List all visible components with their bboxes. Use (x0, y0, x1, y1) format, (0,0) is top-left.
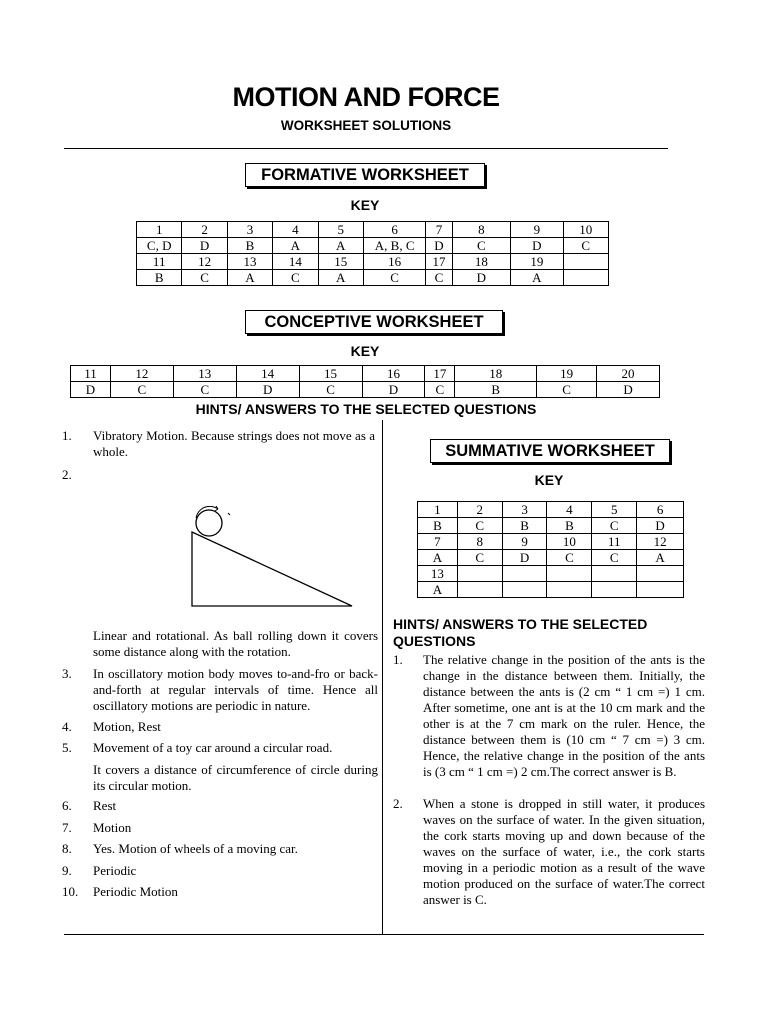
answer-text: When a stone is dropped in still water, it produces waves on the surface of water. In the given situation, the cork starts moving up and down because of the waves on the surface of water, i.e., the cork starts moving in a periodic motion as a result of the wave motion produced on the surface of water.The correct answer is C. (423, 796, 705, 907)
answer-text: Linear and rotational. As ball rolling down it covers some distance along with the rotation. (93, 628, 378, 659)
key-cell (502, 566, 547, 582)
column-divider (382, 420, 383, 934)
header-divider (64, 148, 668, 149)
answer-number: 2. (62, 467, 72, 482)
key-cell: C (110, 382, 173, 398)
key-cell: A (511, 270, 563, 286)
key-cell: 16 (363, 254, 426, 270)
key-cell: 6 (363, 222, 426, 238)
key-cell: 11 (592, 534, 637, 550)
key-row (418, 518, 684, 534)
key-cell: 4 (273, 222, 318, 238)
answer-text: Yes. Motion of wheels of a moving car. (93, 841, 298, 856)
answer-number: 3. (62, 666, 72, 681)
key-cell: 14 (236, 366, 299, 382)
key-cell: 9 (502, 534, 547, 550)
key-cell: 2 (182, 222, 227, 238)
key-row (137, 222, 609, 238)
conceptive-key-label: KEY (350, 343, 380, 359)
key-cell: A (637, 550, 684, 566)
key-cell: 17 (426, 254, 452, 270)
key-cell: 13 (227, 254, 272, 270)
key-cell: C (457, 518, 502, 534)
key-cell: 19 (537, 366, 597, 382)
hints-heading: HINTS/ ANSWERS TO THE SELECTED QUESTIONS (195, 401, 537, 417)
key-row (418, 582, 684, 598)
answer-number: 7. (62, 820, 72, 835)
answer-number: 9. (62, 863, 72, 878)
key-cell: 15 (299, 366, 362, 382)
inclined-plane-diagram (182, 506, 382, 638)
key-cell: D (182, 238, 227, 254)
key-cell: 20 (597, 366, 660, 382)
key-cell: D (637, 518, 684, 534)
key-cell: 11 (71, 366, 111, 382)
key-cell (563, 270, 608, 286)
key-row (418, 550, 684, 566)
key-cell: 3 (502, 502, 547, 518)
answer-text: Motion (93, 820, 132, 835)
key-cell: C (592, 550, 637, 566)
key-cell: C (563, 238, 608, 254)
conceptive-heading: CONCEPTIVE WORKSHEET (245, 310, 503, 334)
answer-text: Motion, Rest (93, 719, 161, 734)
summative-heading: SUMMATIVE WORKSHEET (430, 439, 670, 463)
key-cell: 15 (318, 254, 363, 270)
key-cell: 16 (362, 366, 425, 382)
right-answers (393, 652, 705, 912)
key-row (71, 382, 660, 398)
key-cell: 7 (418, 534, 458, 550)
answer-number: 2. (393, 796, 403, 811)
key-cell: B (418, 518, 458, 534)
summative-hints-heading: HINTS/ ANSWERS TO THE SELECTED QUESTIONS (393, 616, 648, 649)
key-cell: 17 (425, 366, 455, 382)
key-cell: A (273, 238, 318, 254)
answer-number: 1. (393, 652, 403, 667)
answer-number: 6. (62, 798, 72, 813)
answer-number: 1. (62, 428, 72, 443)
key-cell (592, 582, 637, 598)
key-cell: 9 (511, 222, 563, 238)
key-cell: 5 (318, 222, 363, 238)
key-row (137, 270, 609, 286)
key-cell (457, 582, 502, 598)
key-cell: 11 (137, 254, 182, 270)
key-cell: 13 (418, 566, 458, 582)
answer-number: 5. (62, 740, 72, 755)
key-cell: 1 (137, 222, 182, 238)
key-cell: D (236, 382, 299, 398)
key-cell: 4 (547, 502, 592, 518)
answer-text: Rest (93, 798, 117, 813)
key-cell: A (227, 270, 272, 286)
conceptive-key-table (70, 365, 660, 398)
key-cell (457, 566, 502, 582)
key-cell: C (547, 550, 592, 566)
key-cell: 12 (637, 534, 684, 550)
answer-text: The relative change in the position of the ants is the change in the distance between them. Initially, the distance between the ants is (2 cm “ 1 cm =) 1 cm. After sometime, one ant is at the 10 cm mark and the other is at the 7 cm mark on the ruler. Hence, the distance between them is (10 cm “ 7 cm =) 3 cm. Hence, the relative change in the position of the ants is (3 cm “ 1 cm =) 2 cm.The correct answer is B. (423, 652, 705, 779)
key-cell: C (426, 270, 452, 286)
key-cell (592, 566, 637, 582)
answer-number: 8. (62, 841, 72, 856)
key-cell: A, B, C (363, 238, 426, 254)
page-subtitle: WORKSHEET SOLUTIONS (280, 118, 452, 133)
key-row (418, 566, 684, 582)
key-cell: 14 (273, 254, 318, 270)
key-cell: B (227, 238, 272, 254)
key-cell: 19 (511, 254, 563, 270)
key-cell: C, D (137, 238, 182, 254)
footer-divider (64, 934, 704, 935)
key-cell (547, 566, 592, 582)
key-cell: C (457, 550, 502, 566)
key-row (418, 502, 684, 518)
key-cell: A (318, 238, 363, 254)
summative-key-table (417, 501, 684, 598)
key-cell: 8 (457, 534, 502, 550)
answer-text: Periodic Motion (93, 884, 178, 899)
key-cell: B (502, 518, 547, 534)
key-cell: C (299, 382, 362, 398)
answer-number: 4. (62, 719, 72, 734)
key-cell: B (547, 518, 592, 534)
key-cell: A (418, 582, 458, 598)
key-cell: C (452, 238, 510, 254)
key-cell (547, 582, 592, 598)
key-cell: D (71, 382, 111, 398)
key-cell: 5 (592, 502, 637, 518)
key-cell: 8 (452, 222, 510, 238)
key-cell: A (318, 270, 363, 286)
key-cell: A (418, 550, 458, 566)
key-cell: C (425, 382, 455, 398)
key-cell: C (182, 270, 227, 286)
key-cell: D (502, 550, 547, 566)
key-cell (563, 254, 608, 270)
key-cell: D (511, 238, 563, 254)
key-cell: 18 (452, 254, 510, 270)
key-cell: 10 (563, 222, 608, 238)
key-cell: 6 (637, 502, 684, 518)
key-cell: 12 (182, 254, 227, 270)
answer-text: Vibratory Motion. Because strings does not move as a whole. (93, 428, 375, 459)
formative-heading: FORMATIVE WORKSHEET (245, 163, 485, 187)
key-row (418, 534, 684, 550)
answer-text: Movement of a toy car around a circular road. (93, 740, 333, 755)
key-cell: 3 (227, 222, 272, 238)
summative-key-label: KEY (534, 472, 564, 488)
left-answers (62, 428, 378, 908)
key-cell: B (455, 382, 537, 398)
key-cell: 1 (418, 502, 458, 518)
formative-key-table (136, 221, 609, 286)
key-cell: B (137, 270, 182, 286)
page-title: MOTION AND FORCE (232, 82, 500, 112)
key-cell: C (592, 518, 637, 534)
answer-text: Periodic (93, 863, 137, 878)
key-cell: 13 (173, 366, 236, 382)
key-cell: 12 (110, 366, 173, 382)
key-cell (637, 582, 684, 598)
key-cell: C (537, 382, 597, 398)
key-cell: C (173, 382, 236, 398)
key-cell: 18 (455, 366, 537, 382)
key-cell: D (452, 270, 510, 286)
key-row (71, 366, 660, 382)
key-cell: C (273, 270, 318, 286)
key-cell: D (362, 382, 425, 398)
key-cell (502, 582, 547, 598)
key-cell: 2 (457, 502, 502, 518)
answer-number: 10. (62, 884, 79, 899)
key-cell: D (426, 238, 452, 254)
key-cell: D (597, 382, 660, 398)
key-cell (637, 566, 684, 582)
key-row (137, 238, 609, 254)
key-cell: 10 (547, 534, 592, 550)
answer-text: It covers a distance of circumference of circle during its circular motion. (93, 762, 378, 793)
key-cell: 7 (426, 222, 452, 238)
key-row (137, 254, 609, 270)
formative-key-label: KEY (350, 197, 380, 213)
answer-text: In oscillatory motion body moves to-and-fro or back-and-forth at regular intervals of time. Hence all oscillatory motions are periodic in nature. (93, 666, 378, 713)
key-cell: C (363, 270, 426, 286)
